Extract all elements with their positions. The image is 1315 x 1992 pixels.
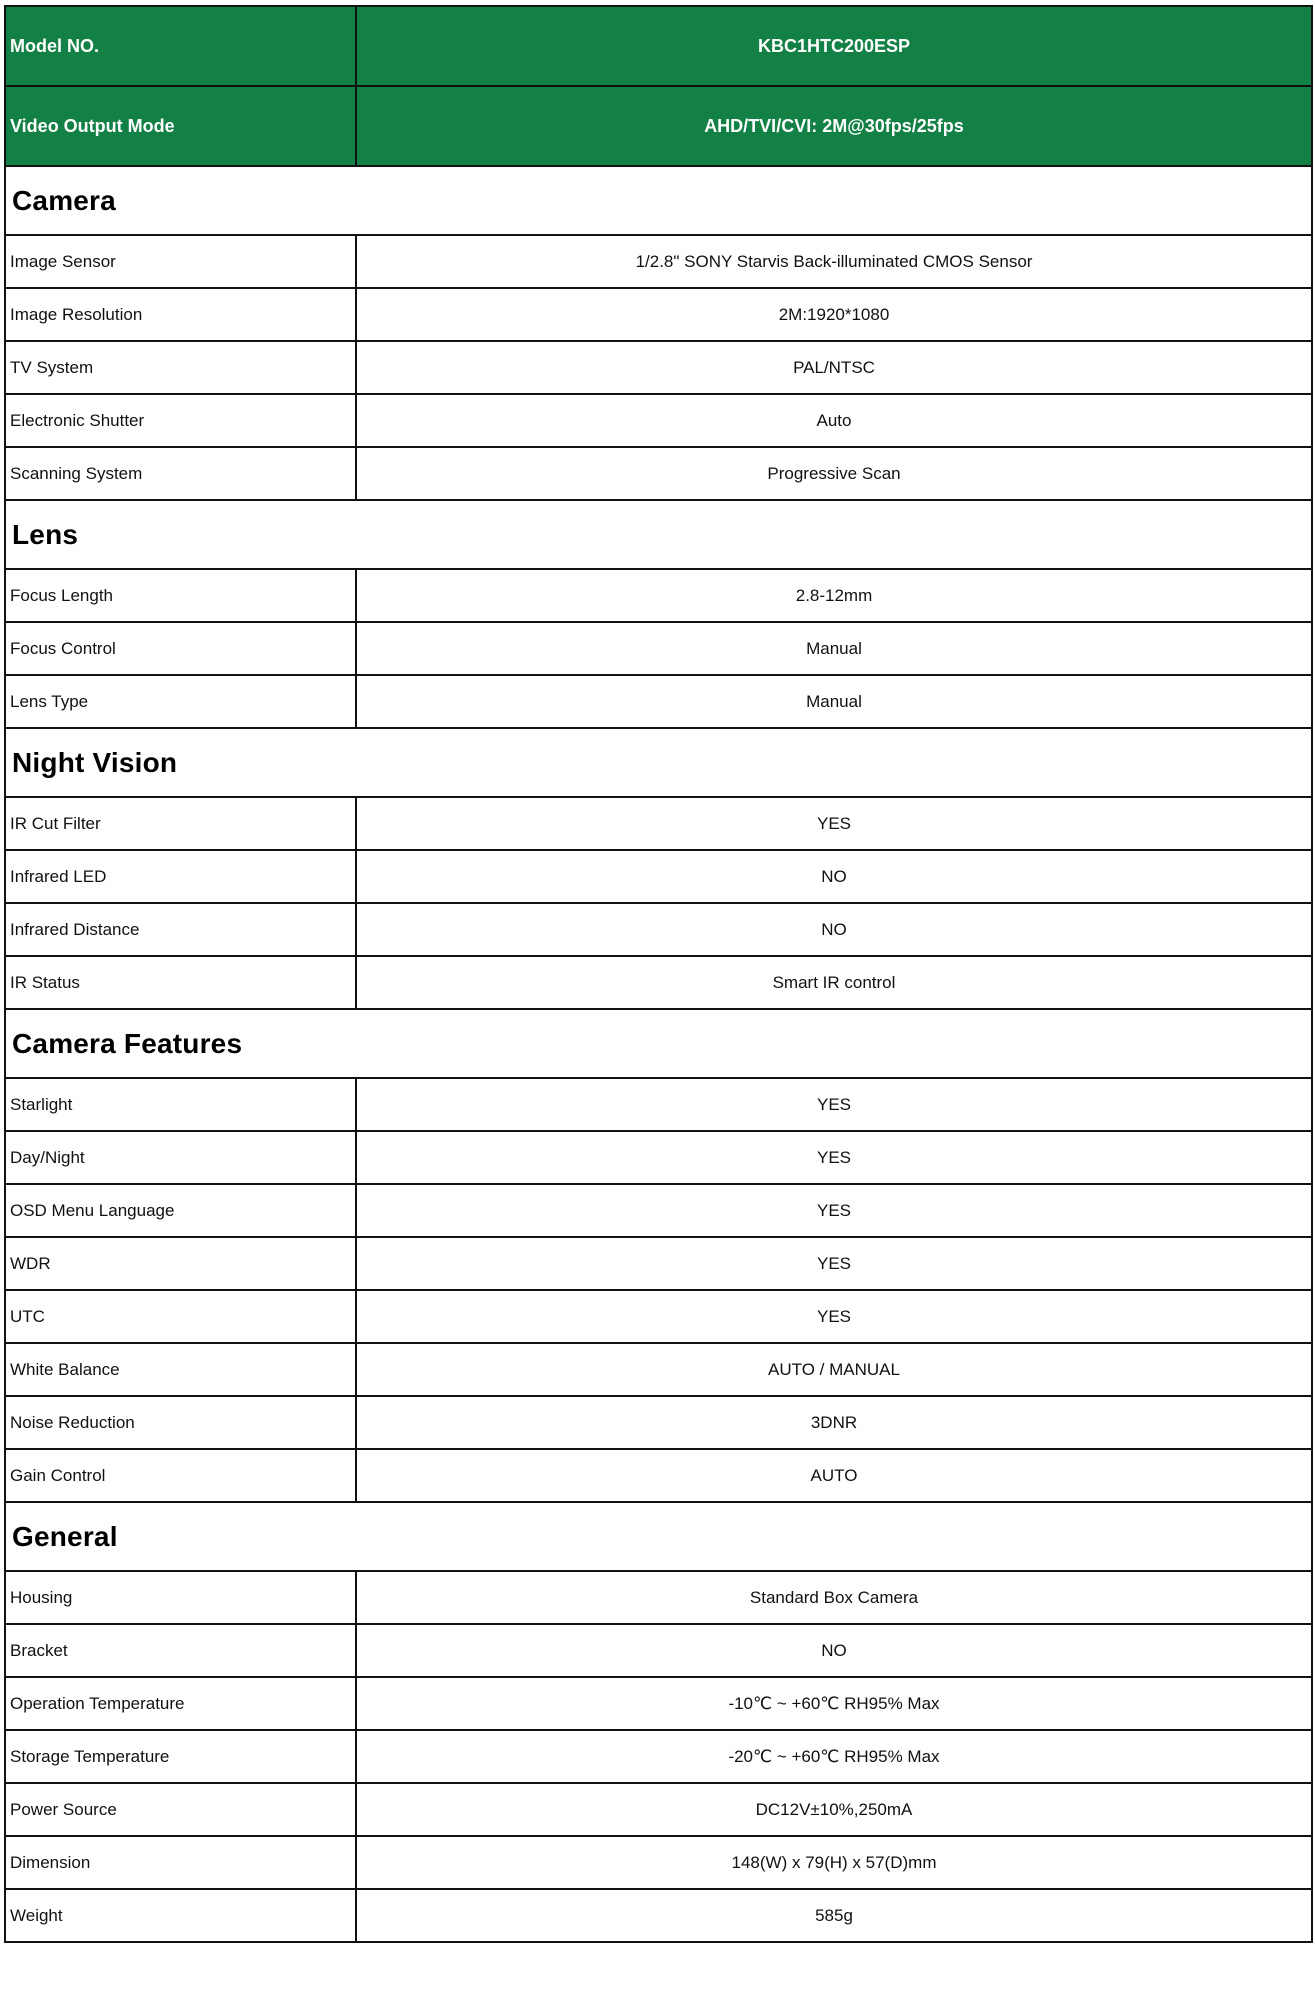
table-row [5,1730,1312,1783]
spec-label: UTC [5,1290,356,1343]
spec-value: -10℃ ~ +60℃ RH95% Max [356,1677,1312,1730]
spec-label: Bracket [5,1624,356,1677]
table-row [5,1449,1312,1502]
spec-label: Electronic Shutter [5,394,356,447]
table-row [5,1078,1312,1131]
section-title: Camera [5,166,1312,235]
table-row [5,569,1312,622]
spec-value: 3DNR [356,1396,1312,1449]
section-title: General [5,1502,1312,1571]
section-title: Lens [5,500,1312,569]
spec-value: PAL/NTSC [356,341,1312,394]
spec-value: Smart IR control [356,956,1312,1009]
table-row [5,903,1312,956]
table-row [5,797,1312,850]
spec-label: Housing [5,1571,356,1624]
spec-value: 2.8-12mm [356,569,1312,622]
spec-label: White Balance [5,1343,356,1396]
spec-value: YES [356,797,1312,850]
spec-label: IR Cut Filter [5,797,356,850]
spec-value: AUTO / MANUAL [356,1343,1312,1396]
spec-label: Image Sensor [5,235,356,288]
table-row [5,1184,1312,1237]
spec-label: Day/Night [5,1131,356,1184]
video-output-label: Video Output Mode [5,86,356,166]
table-row [5,956,1312,1009]
table-row [5,235,1312,288]
table-row [5,1889,1312,1942]
section-header-general [5,1502,1312,1571]
spec-value: 2M:1920*1080 [356,288,1312,341]
table-row [5,1396,1312,1449]
table-row [5,1131,1312,1184]
table-row [5,622,1312,675]
table-row [5,1783,1312,1836]
spec-label: WDR [5,1237,356,1290]
spec-label: IR Status [5,956,356,1009]
spec-value: Progressive Scan [356,447,1312,500]
table-row [5,850,1312,903]
table-row [5,1624,1312,1677]
spec-label: Noise Reduction [5,1396,356,1449]
table-row [5,1836,1312,1889]
spec-value: NO [356,903,1312,956]
spec-value: YES [356,1184,1312,1237]
section-header-camera-features [5,1009,1312,1078]
section-header-camera [5,166,1312,235]
spec-label: Gain Control [5,1449,356,1502]
spec-value: NO [356,850,1312,903]
table-row [5,675,1312,728]
spec-value: -20℃ ~ +60℃ RH95% Max [356,1730,1312,1783]
spec-label: Image Resolution [5,288,356,341]
table-row [5,394,1312,447]
header-row-model [5,6,1312,86]
model-label: Model NO. [5,6,356,86]
spec-value: Manual [356,622,1312,675]
video-output-value: AHD/TVI/CVI: 2M@30fps/25fps [356,86,1312,166]
section-header-lens [5,500,1312,569]
spec-value: YES [356,1078,1312,1131]
table-row [5,1237,1312,1290]
spec-value: 1/2.8" SONY Starvis Back-illuminated CMOS Sensor [356,235,1312,288]
table-row [5,1290,1312,1343]
section-header-night-vision [5,728,1312,797]
spec-value: YES [356,1237,1312,1290]
spec-label: Lens Type [5,675,356,728]
spec-table [4,5,1313,1943]
spec-label: Operation Temperature [5,1677,356,1730]
spec-sheet [4,5,1311,1943]
spec-label: TV System [5,341,356,394]
spec-label: Infrared Distance [5,903,356,956]
spec-value: Manual [356,675,1312,728]
table-row [5,1571,1312,1624]
table-row [5,1677,1312,1730]
spec-label: Weight [5,1889,356,1942]
spec-value: DC12V±10%,250mA [356,1783,1312,1836]
spec-label: Dimension [5,1836,356,1889]
header-row-video-output [5,86,1312,166]
spec-label: Storage Temperature [5,1730,356,1783]
spec-label: Scanning System [5,447,356,500]
spec-label: Infrared LED [5,850,356,903]
spec-label: Power Source [5,1783,356,1836]
spec-value: NO [356,1624,1312,1677]
spec-label: Focus Length [5,569,356,622]
spec-label: Focus Control [5,622,356,675]
table-row [5,288,1312,341]
spec-value: YES [356,1290,1312,1343]
section-title: Camera Features [5,1009,1312,1078]
table-row [5,341,1312,394]
section-title: Night Vision [5,728,1312,797]
spec-label: OSD Menu Language [5,1184,356,1237]
spec-table-body [5,6,1312,1942]
spec-value: Standard Box Camera [356,1571,1312,1624]
spec-value: YES [356,1131,1312,1184]
table-row [5,1343,1312,1396]
spec-value: 585g [356,1889,1312,1942]
table-row [5,447,1312,500]
spec-value: 148(W) x 79(H) x 57(D)mm [356,1836,1312,1889]
spec-value: AUTO [356,1449,1312,1502]
spec-label: Starlight [5,1078,356,1131]
model-value: KBC1HTC200ESP [356,6,1312,86]
spec-value: Auto [356,394,1312,447]
